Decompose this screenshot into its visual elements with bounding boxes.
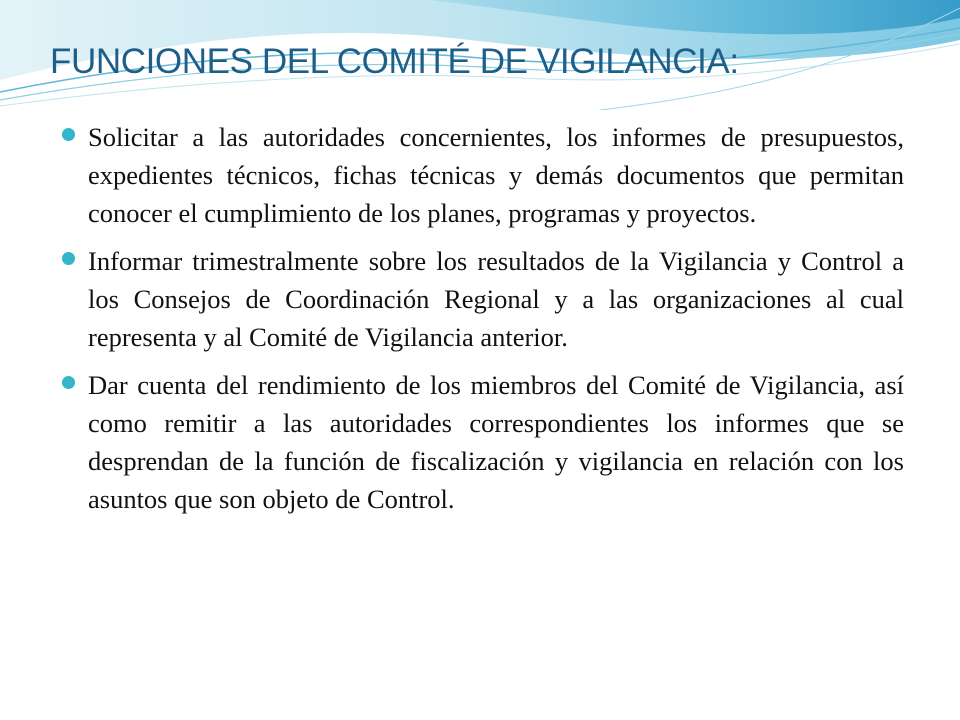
slide-title: FUNCIONES DEL COMITÉ DE VIGILANCIA: [50, 42, 739, 81]
bullet-list [88, 118, 904, 528]
bullet-item [88, 366, 904, 518]
bullet-icon [62, 376, 75, 389]
bullet-item [88, 242, 904, 356]
bullet-icon [62, 128, 75, 141]
bullet-icon [62, 252, 75, 265]
bullet-item [88, 118, 904, 232]
bullet-text: Informar trimestralmente sobre los resultados de la Vigilancia y Control a los Consejos de Coordinación Regional y a las organizaciones al cual representa y al Comité de Vigilancia anterior. [88, 246, 904, 352]
bullet-text: Solicitar a las autoridades concernientes, los informes de presupuestos, expedientes técnicos, fichas técnicas y demás documentos que permitan conocer el cumplimiento de los planes, programas y proyectos. [88, 122, 904, 228]
bullet-text: Dar cuenta del rendimiento de los miembros del Comité de Vigilancia, así como remitir a las autoridades correspondientes los informes que se desprendan de la función de fiscalización y vigilancia en relación con los asuntos que son objeto de Control. [88, 370, 904, 514]
